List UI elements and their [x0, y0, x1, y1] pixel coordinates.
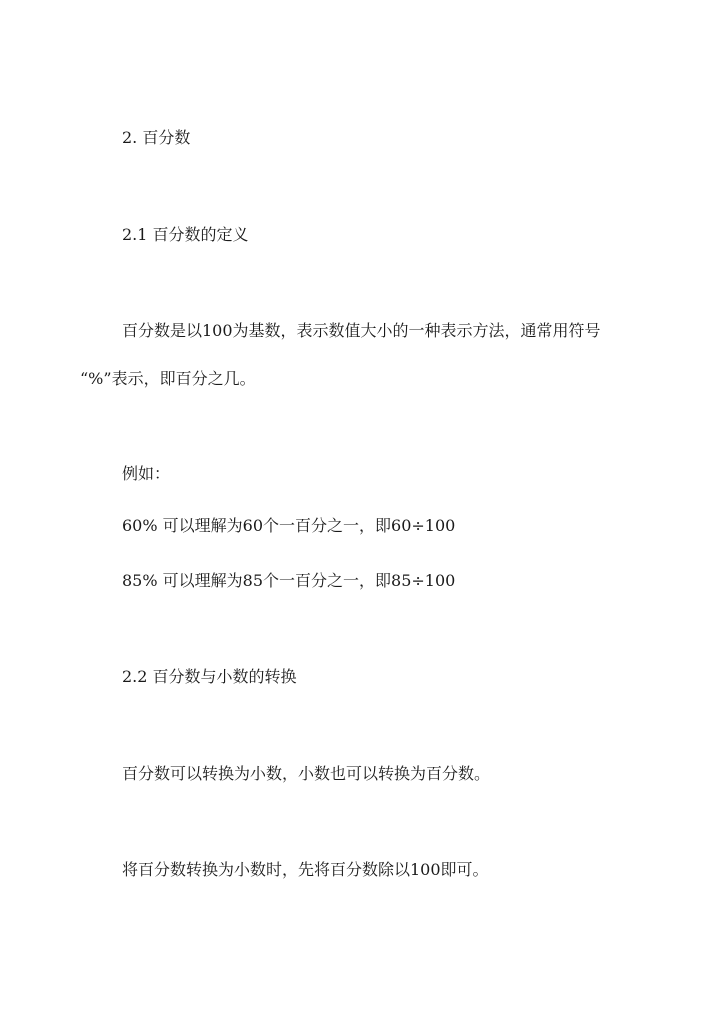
example-item: 85% 可以理解为85个一百分之一，即85÷100	[122, 571, 456, 590]
subsection-heading-conversion: 2.2 百分数与小数的转换	[122, 667, 297, 686]
conversion-method-paragraph: 将百分数转换为小数时，先将百分数除以100即可。	[122, 860, 489, 879]
subsection-heading-definition: 2.1 百分数的定义	[122, 225, 249, 244]
definition-paragraph-line-2: “%”表示，即百分之几。	[80, 369, 256, 388]
section-heading: 2. 百分数	[122, 128, 191, 147]
definition-paragraph-line-1: 百分数是以100为基数，表示数值大小的一种表示方法，通常用符号	[122, 321, 601, 340]
example-intro: 例如：	[122, 464, 171, 483]
example-item: 60% 可以理解为60个一百分之一，即60÷100	[122, 516, 456, 535]
conversion-paragraph: 百分数可以转换为小数，小数也可以转换为百分数。	[122, 764, 491, 783]
